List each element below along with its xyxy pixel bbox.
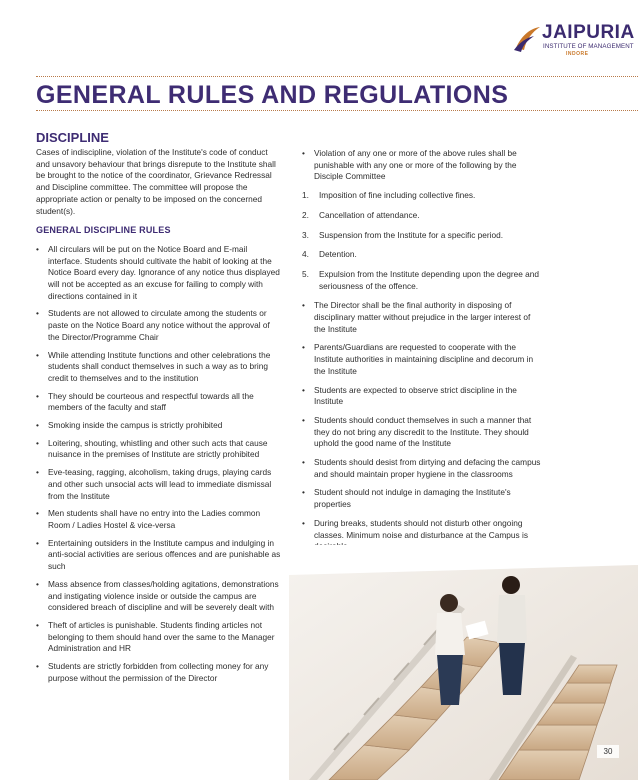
penalty-text: Expulsion from the Institute depending upon the degree and seriousness of the offence. (319, 268, 540, 291)
list-item: • Mass absence from classes/holding agitations, demonstrations and instigating violence inside or outside the campus are considered breach of discipline and will be severely dealt with (36, 579, 282, 614)
general-rules-list (36, 244, 282, 685)
list-item: • Student should not indulge in damaging the Institute's properties (302, 487, 544, 510)
left-column (36, 147, 282, 690)
list-item: • While attending Institute functions and other celebrations the students shall conduct themselves in such a way as to bring credit to themselves and to the institution (36, 350, 282, 385)
rules-heading: GENERAL DISCIPLINE RULES (36, 225, 171, 236)
penalty-text: Cancellation of attendance. (319, 209, 420, 220)
right-column (302, 148, 544, 560)
logo-city: INDORE (566, 51, 589, 57)
staircase-students-photo (289, 545, 638, 780)
intro-paragraph: Cases of indiscipline, violation of the Institute's code of conduct and unsavory behaviour that brings disrepute to the Institute shall be brought to the notice of the coordinator, Grievance Redressal and Discipline committee. The committee will propose the appropriate action or penalty to be imposed on the concerned student(s). (36, 147, 276, 216)
violation-note-list (302, 148, 544, 183)
logo-name: JAIPURIA (542, 22, 635, 43)
title-bottom-divider (36, 110, 638, 111)
penalty-item (302, 249, 544, 261)
penalty-item (302, 210, 544, 222)
penalty-text: Detention. (319, 249, 357, 260)
title-top-divider (36, 76, 638, 77)
penalty-number: 5. (302, 268, 309, 279)
page-number: 30 (597, 745, 619, 758)
list-item: • Loitering, shouting, whistling and other such acts that cause nuisance in the premises of Institute are strictly prohibited (36, 438, 282, 461)
list-item: • They should be courteous and respectful towards all the members of the faculty and staff (36, 391, 282, 414)
penalty-number: 4. (302, 249, 309, 260)
penalty-number: 1. (302, 190, 309, 201)
list-item: • The Director shall be the final authority in disposing of disciplinary matter without prejudice in the larger interest of the Institute (302, 300, 544, 335)
list-item: • During breaks, students should not disturb other ongoing classes. Minimum noise and disturbance at the Campus is (302, 518, 544, 553)
penalty-item (302, 269, 544, 292)
page-title: GENERAL RULES AND REGULATIONS (36, 81, 509, 109)
list-item: • Theft of articles is punishable. Students finding articles not belonging to them should hand over the same to the Manager Administration and HR (36, 620, 282, 655)
institute-logo (512, 20, 635, 62)
penalty-item (302, 190, 544, 202)
section-title: DISCIPLINE (36, 130, 109, 145)
list-item: • Students are strictly forbidden from collecting money for any purpose without the permission of the Director (36, 661, 282, 684)
list-item: • Parents/Guardians are requested to cooperate with the Institute authorities in maintaining discipline and decorum in the Institute (302, 342, 544, 377)
violation-note: • Violation of any one or more of the above rules shall be punishable with any one or more of the following by the Disciple Committee (302, 148, 544, 183)
list-item: • Students should desist from dirtying and defacing the campus and should maintain proper hygiene in the classrooms (302, 457, 544, 480)
list-item: • Eve-teasing, ragging, alcoholism, taking drugs, playing cards and other such unsocial acts will lead to immediate dismissal from the Institute (36, 467, 282, 502)
list-item: • Students should conduct themselves in such a manner that they do not bring any discredit to the Institute. They should uphold the good name of the Institute (302, 415, 544, 450)
penalty-item (302, 230, 544, 242)
logo-swoosh-icon (512, 24, 542, 54)
list-item: • Smoking inside the campus is strictly prohibited (36, 420, 282, 432)
list-item: • Students are expected to observe strict discipline in the Institute (302, 385, 544, 408)
staircase-illustration (289, 545, 638, 780)
penalty-number: 3. (302, 229, 309, 240)
penalty-text: Suspension from the Institute for a specific period. (319, 229, 504, 240)
list-item: • Men students shall have no entry into the Ladies common Room / Ladies Hostel & vice-versa (36, 508, 282, 531)
list-item: • All circulars will be put on the Notice Board and E-mail interface. Students should cultivate the habit of looking at the Notice Board every day. Ignorance of any notice thus displayed will not be accepted as an excuse for failing to comply with directions contained in it (36, 244, 282, 303)
authority-rules-list (302, 300, 544, 553)
penalty-number: 2. (302, 209, 309, 220)
penalty-text: Imposition of fine including collective fines. (319, 190, 476, 201)
logo-subtitle: INSTITUTE OF MANAGEMENT (543, 43, 634, 50)
penalty-list (302, 190, 544, 292)
list-item: • Students are not allowed to circulate among the students or paste on the Notice Board any notice without the approval of the Director/Programme Chair (36, 308, 282, 343)
list-item: • Entertaining outsiders in the Institute campus and indulging in anti-social activities are serious offences and are punishable as such (36, 538, 282, 573)
